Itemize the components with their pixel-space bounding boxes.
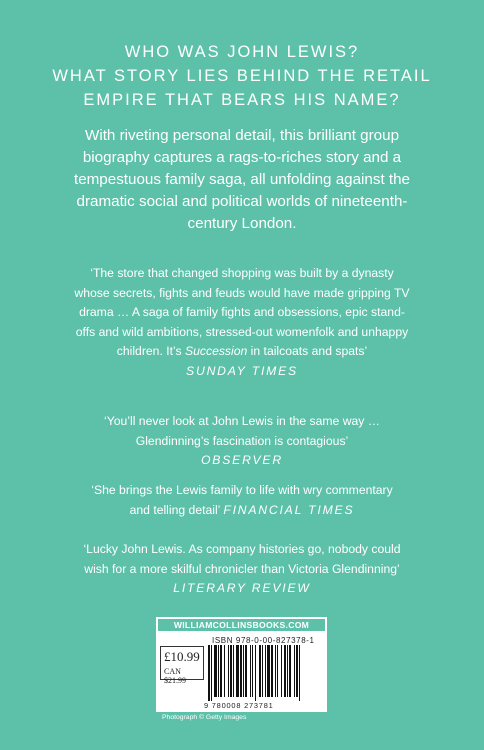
barcode-bar <box>250 645 251 697</box>
barcode-number: 9 780008 273781 <box>204 701 274 710</box>
barcode-bar <box>299 645 300 701</box>
barcode-bar <box>218 645 219 697</box>
quote-title: Succession <box>184 344 248 358</box>
photo-credit: Photograph © Getty Images <box>162 714 247 721</box>
quote-line: ‘She brings the Lewis family to life with wry commentary <box>91 483 393 497</box>
quote-text: children. It’s <box>116 344 185 358</box>
blurb-line: tempestuous family saga, all unfolding against the <box>73 171 411 188</box>
quote-line: wish for a more skilful chronicler than Victoria Glendinning’ <box>84 561 400 576</box>
review-quote-financial-times <box>44 481 440 520</box>
quote-line <box>44 342 440 362</box>
quote-line: ‘You’ll never look at John Lewis in the same way … <box>104 414 380 428</box>
quote-source: FINANCIAL TIMES <box>223 502 355 517</box>
barcode-bar <box>271 645 273 697</box>
review-quote-sunday-times <box>44 264 440 381</box>
barcode-bars <box>208 645 322 701</box>
quote-line: whose secrets, fights and feuds would have made gripping TV <box>74 285 410 300</box>
barcode-bar <box>255 645 256 701</box>
barcode-bar <box>281 645 282 697</box>
barcode-panel <box>156 617 327 712</box>
blurb-line: With riveting personal detail, this brilliant group <box>84 127 400 144</box>
barcode-bar <box>287 645 288 697</box>
barcode-bar <box>284 645 286 697</box>
quote-line: ‘Lucky John Lewis. As company histories go, nobody could <box>83 542 401 556</box>
quote-text: and telling detail’ <box>129 502 224 517</box>
barcode-bar <box>233 645 234 697</box>
headline-line: EMPIRE THAT BEARS HIS NAME? <box>83 91 401 109</box>
barcode-bar <box>275 645 276 697</box>
quote-line: drama … A saga of family fights and obsessions, epic stand- <box>79 305 405 319</box>
barcode-bar <box>277 645 278 697</box>
quote-line: offs and wild ambitions, stressed-out womenfolk and unhappy <box>75 324 409 339</box>
barcode-bar <box>240 645 242 697</box>
publisher-url: WILLIAMCOLLINSBOOKS.COM <box>156 617 327 633</box>
barcode-bar <box>214 645 217 697</box>
review-quote-observer <box>44 412 440 471</box>
barcode-bar <box>220 645 222 697</box>
headline-line: WHAT STORY LIES BEHIND THE RETAIL <box>52 67 432 85</box>
quote-source: OBSERVER <box>201 453 283 467</box>
barcode-bar <box>230 645 232 697</box>
barcode-bar <box>296 645 298 697</box>
price-box <box>160 646 204 685</box>
blurb <box>40 125 444 235</box>
quote-line: Glendinning’s fascination is contagious’ <box>135 433 349 448</box>
price: £10.99 <box>164 649 200 664</box>
barcode-bar <box>252 645 253 697</box>
quote-source: LITERARY REVIEW <box>173 581 311 595</box>
blurb-line: dramatic social and political worlds of nineteenth- <box>76 193 408 210</box>
review-quote-literary-review <box>44 540 440 599</box>
barcode-bar <box>289 645 291 697</box>
blurb-line: century London. <box>187 215 297 232</box>
barcode-bar <box>236 645 239 697</box>
barcode-bar <box>208 645 210 701</box>
quote-line: ‘The store that changed shopping was built by a dynasty <box>90 266 394 280</box>
barcode-bar <box>294 645 295 697</box>
isbn-label: ISBN 978-0-00-827378-1 <box>212 636 315 645</box>
quote-text: in tailcoats and spats’ <box>247 344 368 358</box>
blurb-line: biography captures a rags-to-riches story and a <box>82 149 402 166</box>
barcode-bar <box>259 645 261 697</box>
barcode-bar <box>262 645 263 697</box>
price-canada: CAN $21.99 <box>164 667 186 685</box>
barcode-bar <box>211 645 212 701</box>
barcode-bar <box>245 645 247 697</box>
barcode-bar <box>265 645 266 697</box>
quote-source: SUNDAY TIMES <box>186 363 298 378</box>
barcode-bar <box>228 645 229 697</box>
barcode-bar <box>267 645 270 697</box>
barcode-bar <box>224 645 225 697</box>
headline-line: WHO WAS JOHN LEWIS? <box>124 43 360 61</box>
headline <box>20 40 464 112</box>
barcode-bar <box>243 645 244 697</box>
quote-line <box>44 501 440 521</box>
